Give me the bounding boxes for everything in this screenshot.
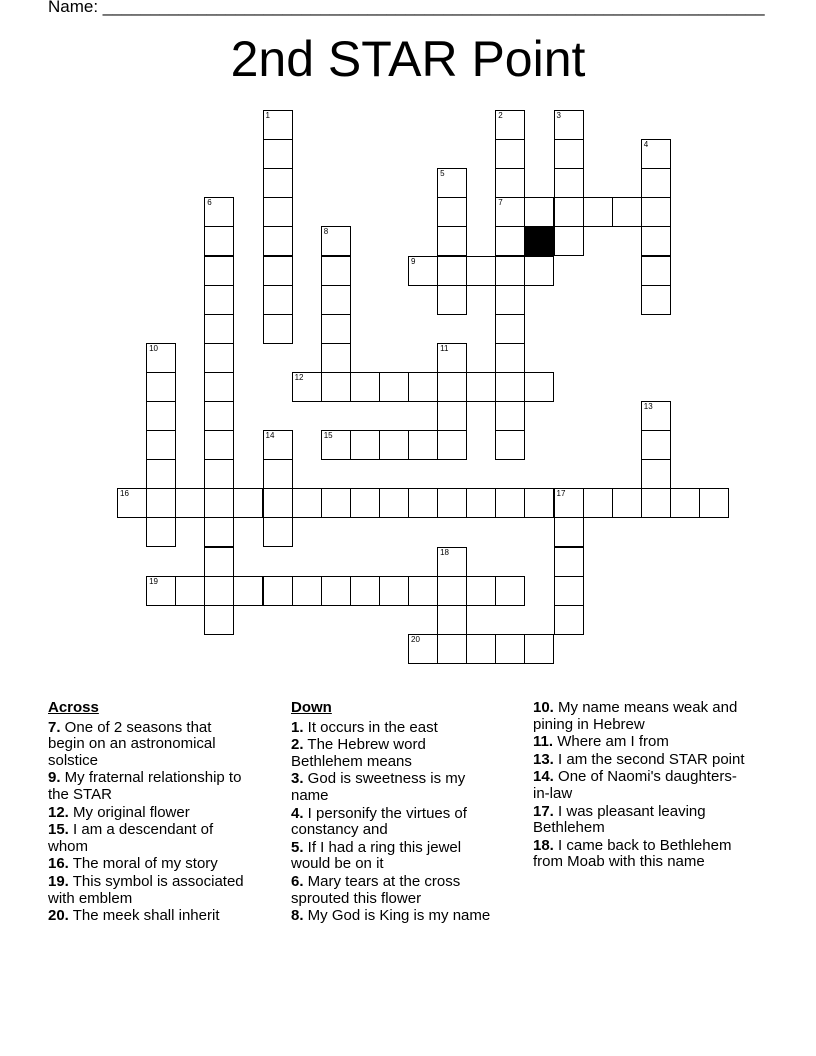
grid-cell[interactable] — [670, 488, 700, 518]
grid-cell[interactable] — [379, 372, 409, 402]
clue-number: 11 — [440, 343, 449, 353]
clue-text: The meek shall inherit — [68, 907, 220, 925]
clue-item — [291, 771, 501, 804]
grid-cell[interactable] — [350, 372, 380, 402]
grid-cell[interactable] — [466, 488, 496, 518]
grid-cell[interactable] — [204, 459, 234, 489]
clue-number: 8 — [323, 227, 329, 237]
grid-cell[interactable] — [408, 256, 438, 286]
grid-cell[interactable] — [437, 168, 467, 198]
grid-cell[interactable] — [321, 372, 351, 402]
grid-cell[interactable] — [524, 197, 554, 227]
clue-item — [48, 805, 248, 822]
grid-cell[interactable] — [495, 401, 525, 431]
clue-number-label: 9. — [48, 769, 61, 787]
clue-item — [533, 804, 748, 837]
grid-cell[interactable] — [204, 605, 234, 635]
grid-cell[interactable] — [554, 197, 584, 227]
clue-text: The moral of my story — [68, 855, 218, 873]
grid-cell[interactable] — [554, 226, 584, 256]
grid-cell[interactable] — [583, 197, 613, 227]
clue-text: My fraternal relationship to the STAR — [48, 769, 242, 803]
grid-cell[interactable] — [146, 488, 176, 518]
grid-cell[interactable] — [495, 110, 525, 140]
clue-text: I personify the virtues of constancy and — [291, 804, 467, 839]
grid-cell[interactable] — [641, 430, 671, 460]
clue-number: 19 — [149, 576, 158, 586]
clue-number-label: 16. — [48, 855, 69, 873]
clue-item — [291, 908, 501, 925]
grid-cell[interactable] — [641, 139, 671, 169]
grid-cell[interactable] — [408, 488, 438, 518]
grid-cell[interactable] — [117, 488, 147, 518]
grid-cell[interactable] — [204, 401, 234, 431]
clue-text: I am a descendant of whom — [48, 821, 214, 855]
clue-item — [291, 720, 501, 737]
grid-cell[interactable] — [437, 285, 467, 315]
clue-item — [48, 720, 248, 770]
clue-number: 16 — [120, 489, 129, 499]
clue-text: I was pleasant leaving Bethlehem — [533, 802, 706, 837]
grid-cell[interactable] — [554, 488, 584, 518]
grid-cell[interactable] — [146, 517, 176, 547]
grid-cell[interactable] — [233, 488, 263, 518]
clue-text: I came back to Bethlehem from Moab with this name — [533, 836, 732, 871]
grid-cell[interactable] — [495, 576, 525, 606]
grid-cell[interactable] — [175, 576, 205, 606]
grid-cell[interactable] — [524, 256, 554, 286]
grid-cell[interactable] — [495, 430, 525, 460]
grid-cell[interactable] — [641, 285, 671, 315]
grid-cell[interactable] — [437, 576, 467, 606]
grid-cell[interactable] — [204, 256, 234, 286]
clue-number: 7 — [498, 198, 503, 208]
grid-cell[interactable] — [495, 488, 525, 518]
grid-cell[interactable] — [321, 430, 351, 460]
clue-number-label: 6. — [291, 872, 304, 890]
grid-cell[interactable] — [641, 226, 671, 256]
grid-cell[interactable] — [495, 226, 525, 256]
grid-cell[interactable] — [554, 139, 584, 169]
grid-cell[interactable] — [612, 488, 642, 518]
grid-cell[interactable] — [699, 488, 729, 518]
grid-cell[interactable] — [204, 488, 234, 518]
grid-cell[interactable] — [408, 634, 438, 664]
grid-cell[interactable] — [263, 459, 293, 489]
grid-cell[interactable] — [321, 226, 351, 256]
grid-cell[interactable] — [321, 343, 351, 373]
clue-number-label: 3. — [291, 770, 304, 788]
down-clues — [291, 700, 501, 926]
grid-cell[interactable] — [146, 576, 176, 606]
grid-cell[interactable] — [437, 634, 467, 664]
clue-number-label: 7. — [48, 718, 61, 736]
grid-cell[interactable] — [379, 430, 409, 460]
clue-number: 13 — [643, 402, 653, 411]
clue-number-label: 10. — [533, 699, 554, 716]
grid-cell[interactable] — [204, 343, 234, 373]
clue-item — [48, 856, 248, 873]
grid-cell[interactable] — [495, 634, 525, 664]
clue-text: One of Naomi's daughters-in-law — [533, 768, 737, 802]
grid-cell[interactable] — [437, 430, 467, 460]
grid-cell[interactable] — [321, 256, 351, 286]
clue-item — [533, 769, 748, 802]
grid-cell[interactable] — [204, 430, 234, 460]
page-title: 2nd STAR Point — [230, 31, 586, 87]
clue-number: 5 — [440, 169, 445, 179]
clue-number: 4 — [643, 140, 649, 150]
grid-cell[interactable] — [437, 547, 467, 577]
grid-cell[interactable] — [292, 488, 322, 518]
grid-cell[interactable] — [466, 576, 496, 606]
grid-cell[interactable] — [204, 226, 234, 256]
grid-cell[interactable] — [146, 430, 176, 460]
clue-number-label: 13. — [533, 750, 554, 768]
grid-cell[interactable] — [204, 576, 234, 606]
grid-cell[interactable] — [379, 488, 409, 518]
clue-text: My name means weak and pining in Hebrew — [533, 699, 738, 733]
clue-number: 3 — [556, 111, 561, 120]
grid-cell[interactable] — [263, 226, 293, 256]
clue-number-label: 2. — [291, 736, 304, 754]
grid-cell[interactable] — [263, 256, 293, 286]
across-clue-list — [48, 720, 248, 925]
clue-number: 10 — [149, 343, 158, 353]
grid-cell[interactable] — [263, 110, 293, 140]
clue-text: My God is King is my name — [303, 907, 491, 925]
down-continued-clue-list — [533, 700, 748, 871]
clue-text: I am the second STAR point — [553, 750, 745, 768]
grid-cell[interactable] — [146, 459, 176, 489]
clue-item — [48, 770, 248, 803]
grid-cell[interactable] — [495, 168, 525, 198]
clue-number-label: 12. — [48, 803, 69, 821]
grid-cell[interactable] — [641, 401, 671, 431]
grid-cell[interactable] — [437, 256, 467, 286]
grid-cell[interactable] — [408, 372, 438, 402]
clue-item — [291, 840, 501, 873]
grid-cell[interactable] — [204, 197, 234, 227]
clue-number: 1 — [265, 111, 270, 120]
grid-cell[interactable] — [437, 401, 467, 431]
clue-number-label: 11. — [533, 733, 554, 751]
clue-text: God is sweetness is my name — [291, 770, 466, 804]
clue-item — [533, 700, 748, 733]
grid-cell[interactable] — [175, 488, 205, 518]
grid-cell[interactable] — [495, 372, 525, 402]
grid-cell[interactable] — [612, 197, 642, 227]
clue-item — [291, 806, 501, 839]
grid-cell[interactable] — [437, 372, 467, 402]
grid-cell[interactable] — [495, 343, 525, 373]
grid-cell[interactable] — [437, 605, 467, 635]
clue-number-label: 1. — [291, 718, 304, 736]
clue-number-label: 4. — [291, 804, 304, 822]
grid-cell[interactable] — [495, 314, 525, 344]
clue-number: 14 — [265, 431, 275, 441]
grid-cell[interactable] — [408, 576, 438, 606]
grid-cell[interactable] — [263, 314, 293, 344]
clue-number-label: 14. — [533, 768, 554, 786]
clue-item — [48, 822, 248, 855]
grid-cell[interactable] — [379, 576, 409, 606]
clue-text: Where am I from — [553, 733, 669, 751]
black-square — [524, 226, 554, 256]
grid-cell[interactable] — [263, 430, 293, 460]
clue-number-label: 20. — [48, 907, 69, 925]
across-heading: Across — [48, 699, 99, 716]
grid-cell[interactable] — [292, 576, 322, 606]
clue-number-label: 19. — [48, 872, 69, 890]
across-clues — [48, 700, 248, 926]
clue-number: 9 — [411, 256, 416, 266]
grid-cell[interactable] — [554, 168, 584, 198]
grid-cell[interactable] — [466, 256, 496, 286]
clue-number-label: 17. — [533, 802, 554, 820]
grid-cell[interactable] — [524, 488, 554, 518]
grid-cell[interactable] — [204, 547, 234, 577]
clue-number: 20 — [411, 634, 420, 644]
grid-cell[interactable] — [495, 285, 525, 315]
clue-number: 17 — [556, 489, 566, 499]
clue-number: 6 — [207, 198, 212, 208]
clue-number: 12 — [294, 372, 304, 382]
grid-cell[interactable] — [321, 285, 351, 315]
grid-cell[interactable] — [583, 488, 613, 518]
grid-cell[interactable] — [263, 168, 293, 198]
clue-text: This symbol is associated with emblem — [48, 872, 244, 907]
clue-item — [48, 908, 248, 925]
grid-cell[interactable] — [408, 430, 438, 460]
grid-cell[interactable] — [350, 488, 380, 518]
clue-item — [291, 737, 501, 770]
grid-cell[interactable] — [233, 576, 263, 606]
grid-cell[interactable] — [554, 517, 584, 547]
clue-item — [48, 874, 248, 907]
name-line[interactable]: Name: ______________________________________________________________________ — [48, 0, 765, 16]
down-clues-continued — [533, 700, 748, 872]
grid-cell[interactable] — [204, 285, 234, 315]
grid-cell[interactable] — [437, 226, 467, 256]
grid-cell[interactable] — [263, 517, 293, 547]
grid-cell[interactable] — [146, 343, 176, 373]
clue-text: It occurs in the east — [303, 718, 438, 736]
grid-cell[interactable] — [263, 197, 293, 227]
grid-cell[interactable] — [350, 576, 380, 606]
grid-cell[interactable] — [554, 110, 584, 140]
grid-cell[interactable] — [292, 372, 322, 402]
grid-cell[interactable] — [263, 488, 293, 518]
grid-cell[interactable] — [554, 547, 584, 577]
grid-cell[interactable] — [466, 634, 496, 664]
grid-cell[interactable] — [466, 372, 496, 402]
clue-number: 2 — [498, 111, 503, 120]
grid-cell[interactable] — [495, 256, 525, 286]
grid-cell[interactable] — [321, 314, 351, 344]
grid-cell[interactable] — [437, 197, 467, 227]
grid-cell[interactable] — [641, 256, 671, 286]
down-clue-list — [291, 720, 501, 925]
down-heading: Down — [291, 699, 332, 716]
clue-number: 18 — [440, 547, 449, 557]
grid-cell[interactable] — [263, 576, 293, 606]
grid-cell[interactable] — [641, 488, 671, 518]
grid-cell[interactable] — [641, 197, 671, 227]
clue-item — [291, 874, 501, 907]
clue-number-label: 15. — [48, 821, 69, 839]
grid-cell[interactable] — [204, 314, 234, 344]
grid-cell[interactable] — [641, 459, 671, 489]
grid-cell[interactable] — [641, 168, 671, 198]
grid-cell[interactable] — [146, 401, 176, 431]
grid-cell[interactable] — [554, 576, 584, 606]
grid-cell[interactable] — [495, 197, 525, 227]
grid-cell[interactable] — [204, 517, 234, 547]
grid-cell[interactable] — [321, 488, 351, 518]
grid-cell[interactable] — [437, 488, 467, 518]
grid-cell[interactable] — [437, 343, 467, 373]
clue-item — [533, 752, 748, 769]
clue-text: If I had a ring this jewel would be on it — [291, 838, 462, 873]
clue-text: One of 2 seasons that begin on an astronomical solstice — [48, 718, 216, 769]
clue-number-label: 18. — [533, 836, 554, 854]
grid-cell[interactable] — [146, 372, 176, 402]
grid-cell[interactable] — [321, 576, 351, 606]
clue-number-label: 5. — [291, 838, 304, 856]
grid-cell[interactable] — [350, 430, 380, 460]
grid-cell[interactable] — [554, 605, 584, 635]
grid-cell[interactable] — [204, 372, 234, 402]
clue-text: The Hebrew word Bethlehem means — [291, 736, 426, 770]
clue-number: 15 — [323, 431, 333, 441]
clue-text: My original flower — [68, 803, 190, 821]
grid-cell[interactable] — [263, 139, 293, 169]
grid-cell[interactable] — [524, 372, 554, 402]
grid-cell[interactable] — [263, 285, 293, 315]
clue-text: Mary tears at the cross sprouted this flower — [291, 872, 461, 907]
clue-item — [533, 734, 748, 751]
grid-cell[interactable] — [524, 634, 554, 664]
grid-cell[interactable] — [495, 139, 525, 169]
clue-item — [533, 838, 748, 871]
clue-number-label: 8. — [291, 907, 304, 925]
